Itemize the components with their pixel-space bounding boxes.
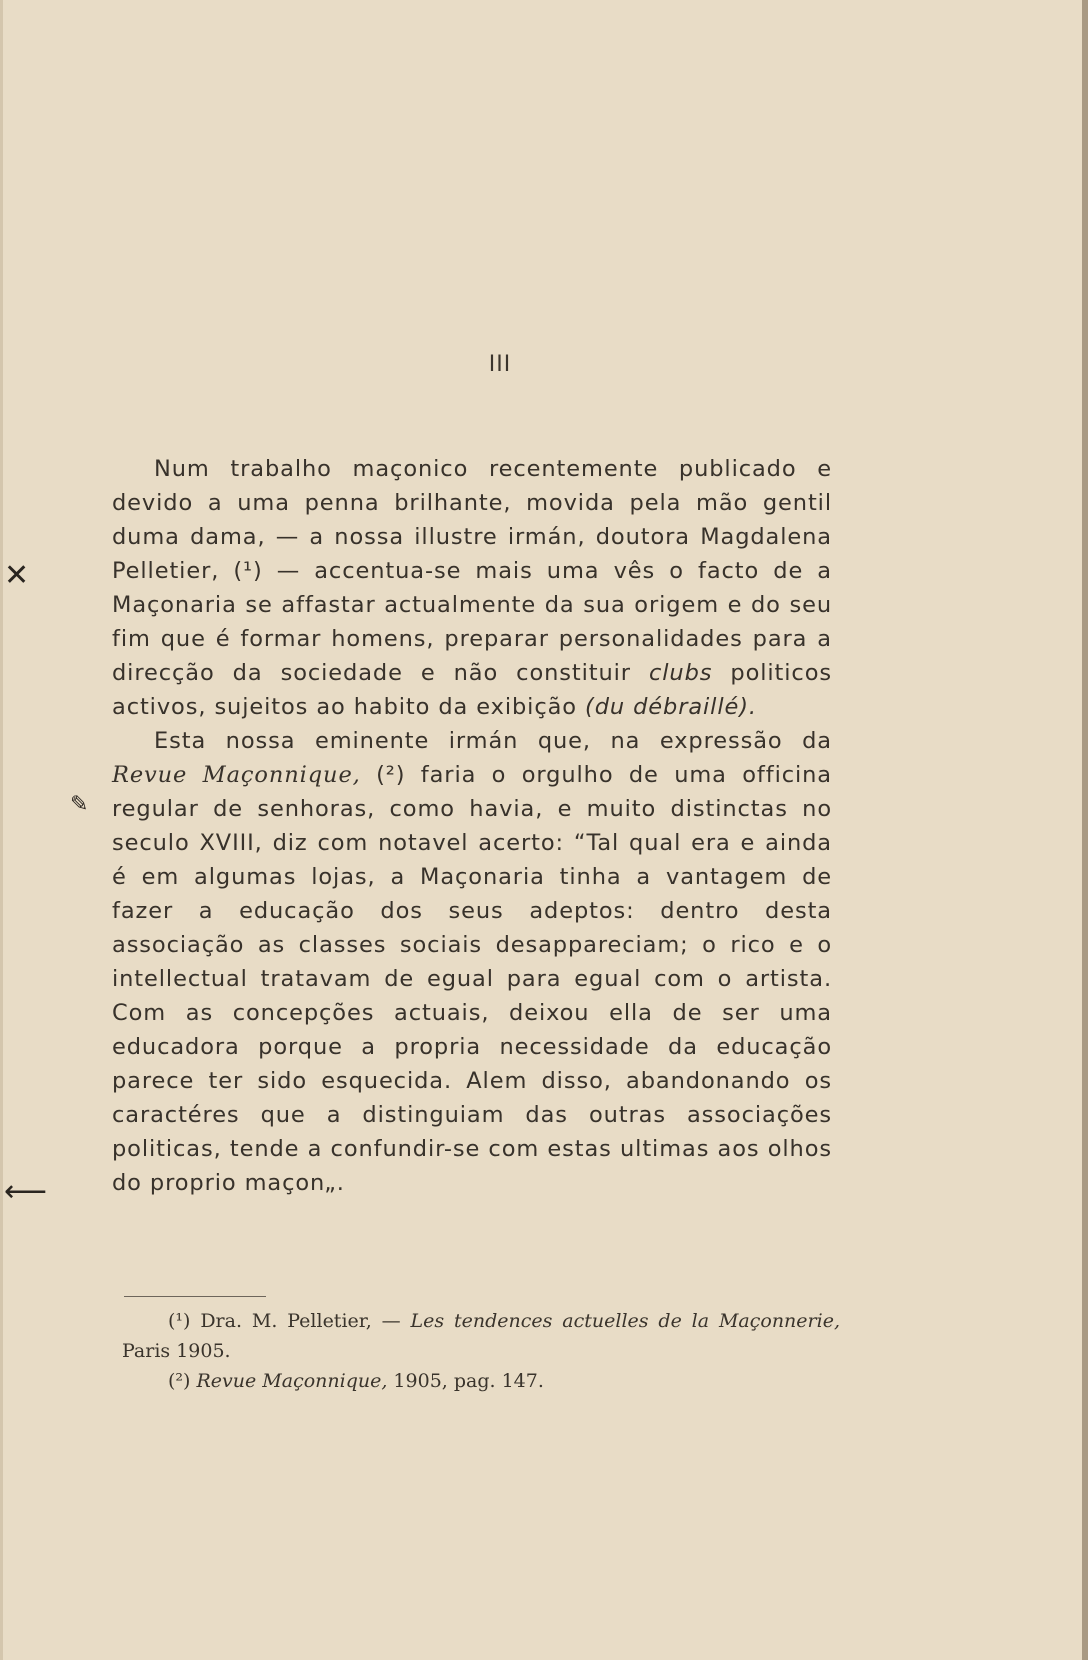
- margin-mark-icon: ✕: [4, 558, 30, 593]
- footnote-divider: [124, 1296, 266, 1297]
- footnote-1-prefix: (¹) Dra. M. Pelletier, —: [168, 1310, 411, 1332]
- margin-mark-icon: ✎: [70, 792, 89, 817]
- footnote-2-prefix: (²): [168, 1370, 197, 1392]
- paragraph-2-text-cont: (²) faria o orgulho de uma officina regular de senhoras, como havia, e muito distinctas no seculo XVIII, diz com notavel acerto: “Tal qual era e ainda é em algumas lojas, a Maçonaria tinha a vantagem de fazer a educação dos seus adeptos: dentro desta associação as classes sociais desappareciam; o rico e o intellectual tratavam de egual para egual com o artista. Com as concepções actuais, deixou ella de ser uma educadora porque a propria necessidade da educação parece ter sido esquecida. Alem disso, abandonando os caractéres que a distinguiam das outras associações politicas, tende a confundir-se com estas ultimas aos olhos do proprio maçon„.: [112, 762, 832, 1196]
- paragraph-1-text-cont: politicos activos, sujeitos ao habito da exibição: [112, 660, 832, 720]
- body-text: [112, 452, 832, 1200]
- paragraph-1-italic-debraille: (du débraillé).: [585, 694, 757, 720]
- chapter-heading: III: [488, 352, 512, 377]
- paragraph-1-italic-clubs: clubs: [648, 660, 713, 686]
- footnote-2-suffix: 1905, pag. 147.: [387, 1370, 544, 1392]
- page-right-edge: [1082, 0, 1088, 1660]
- footnote-2-title: Revue Maçonnique,: [196, 1370, 388, 1392]
- page-left-edge: [0, 0, 3, 1660]
- paragraph-2-italic-revue: Revue Maçonnique,: [112, 762, 361, 788]
- footnote-1: [122, 1306, 840, 1366]
- paragraph-2: [112, 724, 832, 1200]
- footnotes: [124, 1306, 840, 1396]
- footnote-2: [124, 1366, 840, 1396]
- margin-mark-icon: ⟵: [4, 1174, 48, 1209]
- paragraph-2-text: Esta nossa eminente irmán que, na expressão da: [154, 728, 832, 754]
- paragraph-1-text: Num trabalho maçonico recentemente publicado e devido a uma penna brilhante, movida pela mão gentil duma dama, — a nossa illustre irmán, doutora Magdalena Pelletier, (¹) — accentua-se mais uma vês o facto de a Maçonaria se affastar actualmente da sua origem e do seu fim que é formar homens, preparar personalidades para a direcção da sociedade e não constituir: [112, 456, 832, 686]
- paragraph-1: [112, 452, 832, 724]
- footnote-1-title: Les tendences actuelles de la Maçonnerie,: [410, 1310, 840, 1332]
- footnote-1-suffix: Paris 1905.: [122, 1340, 231, 1362]
